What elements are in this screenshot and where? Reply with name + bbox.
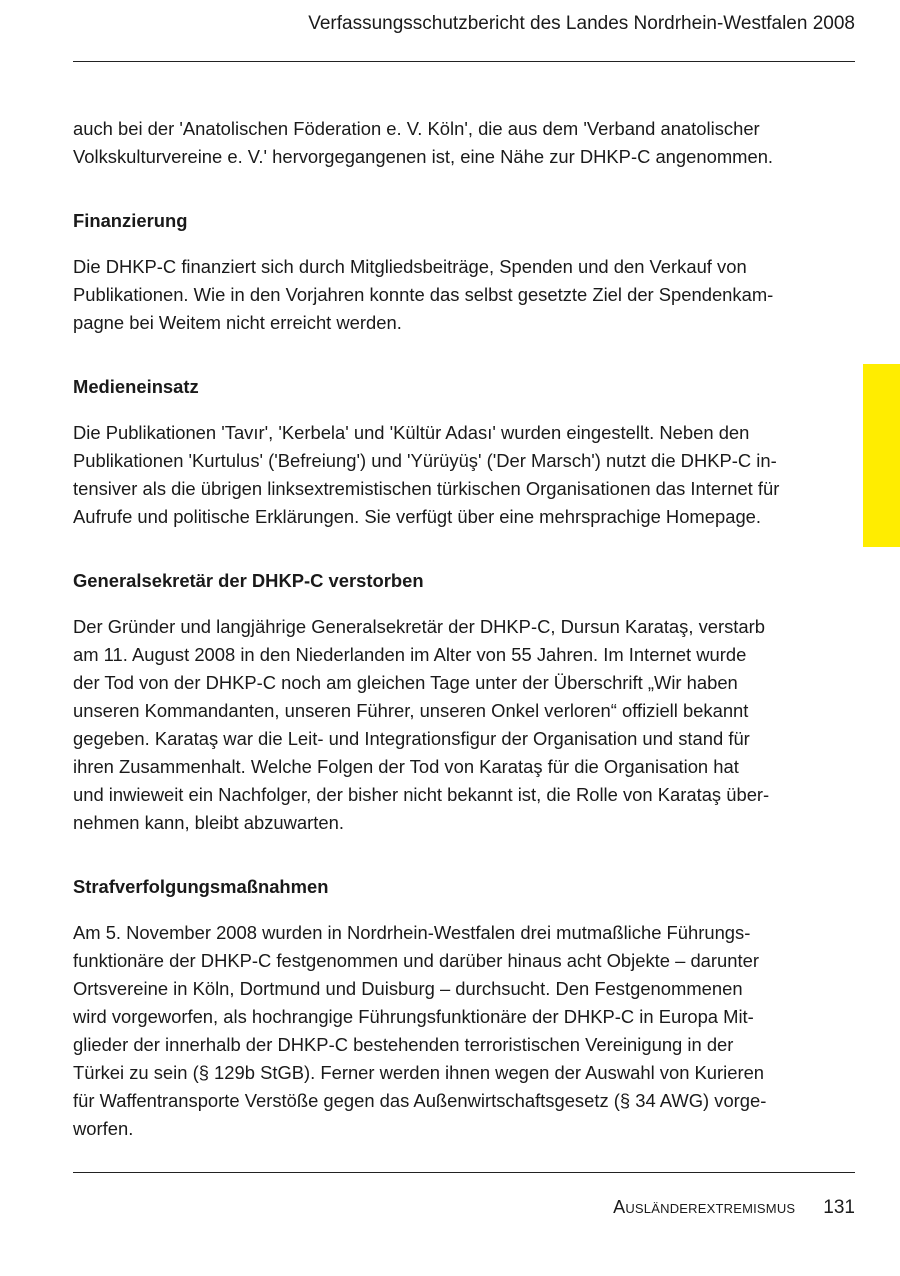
footer-divider xyxy=(73,1172,855,1173)
text-line: Die Publikationen 'Tavır', 'Kerbela' und 'Kültür Adası' wurden eingestellt. Neben den xyxy=(73,422,750,443)
page-footer xyxy=(613,1197,855,1219)
text-line: und inwieweit ein Nachfolger, der bisher nicht bekannt ist, die Rolle von Karataş über- xyxy=(73,784,770,805)
text-line: pagne bei Weitem nicht erreicht werden. xyxy=(73,312,402,333)
document-body xyxy=(73,115,818,1143)
section-heading-generalsekretaer: Generalsekretär der DHKP-C verstorben xyxy=(73,570,424,591)
section-heading-strafverfolgung: Strafverfolgungsmaßnahmen xyxy=(73,876,329,897)
section-heading-medieneinsatz: Medieneinsatz xyxy=(73,376,199,397)
chapter-tab-marker xyxy=(863,364,900,547)
running-header-title: Verfassungsschutzbericht des Landes Nordrhein-Westfalen 2008 xyxy=(308,13,855,34)
text-line: Publikationen. Wie in den Vorjahren konnte das selbst gesetzte Ziel der Spendenkam- xyxy=(73,284,774,305)
text-line: Am 5. November 2008 wurden in Nordrhein-Westfalen drei mutmaßliche Führungs- xyxy=(73,922,751,943)
text-line: Aufrufe und politische Erklärungen. Sie verfügt über eine mehrsprachige Homepage. xyxy=(73,506,762,527)
paragraph-finanzierung xyxy=(73,253,818,337)
page-number: 131 xyxy=(823,1197,855,1218)
text-line: gegeben. Karataş war die Leit- und Integrationsfigur der Organisation und stand für xyxy=(73,728,750,749)
paragraph-medieneinsatz xyxy=(73,419,818,531)
text-line: Ortsvereine in Köln, Dortmund und Duisburg – durchsucht. Den Festgenommenen xyxy=(73,978,743,999)
text-line: Türkei zu sein (§ 129b StGB). Ferner werden ihnen wegen der Auswahl von Kurieren xyxy=(73,1062,765,1083)
text-line: Publikationen 'Kurtulus' ('Befreiung') und 'Yürüyüş' ('Der Marsch') nutzt die DHKP-C in- xyxy=(73,450,777,471)
text-line: funktionäre der DHKP-C festgenommen und darüber hinaus acht Objekte – darunter xyxy=(73,950,759,971)
section-heading-finanzierung: Finanzierung xyxy=(73,210,188,231)
text-line: auch bei der 'Anatolischen Föderation e. V. Köln', die aus dem 'Verband anatolischer xyxy=(73,118,760,139)
text-line: Der Gründer und langjährige Generalsekretär der DHKP-C, Dursun Karataş, verstarb xyxy=(73,616,766,637)
text-line: am 11. August 2008 in den Niederlanden im Alter von 55 Jahren. Im Internet wurde xyxy=(73,644,747,665)
text-line: ihren Zusammenhalt. Welche Folgen der Tod von Karataş für die Organisation hat xyxy=(73,756,739,777)
text-line: Volkskulturvereine e. V.' hervorgegangenen ist, eine Nähe zur DHKP-C angenommen. xyxy=(73,146,774,167)
text-line: glieder der innerhalb der DHKP-C bestehenden terroristischen Vereinigung in der xyxy=(73,1034,734,1055)
paragraph-generalsekretaer xyxy=(73,613,818,837)
text-line: nehmen kann, bleibt abzuwarten. xyxy=(73,812,344,833)
text-line: wird vorgeworfen, als hochrangige Führungsfunktionäre der DHKP-C in Europa Mit- xyxy=(73,1006,754,1027)
text-line: Die DHKP-C finanziert sich durch Mitgliedsbeiträge, Spenden und den Verkauf von xyxy=(73,256,747,277)
text-line: worfen. xyxy=(73,1118,134,1139)
text-line: tensiver als die übrigen linksextremistischen türkischen Organisationen das Internet für xyxy=(73,478,780,499)
text-line: der Tod von der DHKP-C noch am gleichen Tage unter der Überschrift „Wir haben xyxy=(73,672,738,693)
footer-chapter-title: Ausländerextremismus xyxy=(613,1197,796,1217)
text-line: für Waffentransporte Verstöße gegen das Außenwirtschaftsgesetz (§ 34 AWG) vorge- xyxy=(73,1090,767,1111)
paragraph-strafverfolgung xyxy=(73,919,818,1143)
paragraph-intro xyxy=(73,115,818,171)
text-line: unseren Kommandanten, unseren Führer, unseren Onkel verloren“ offiziell bekannt xyxy=(73,700,749,721)
header-divider xyxy=(73,61,855,62)
